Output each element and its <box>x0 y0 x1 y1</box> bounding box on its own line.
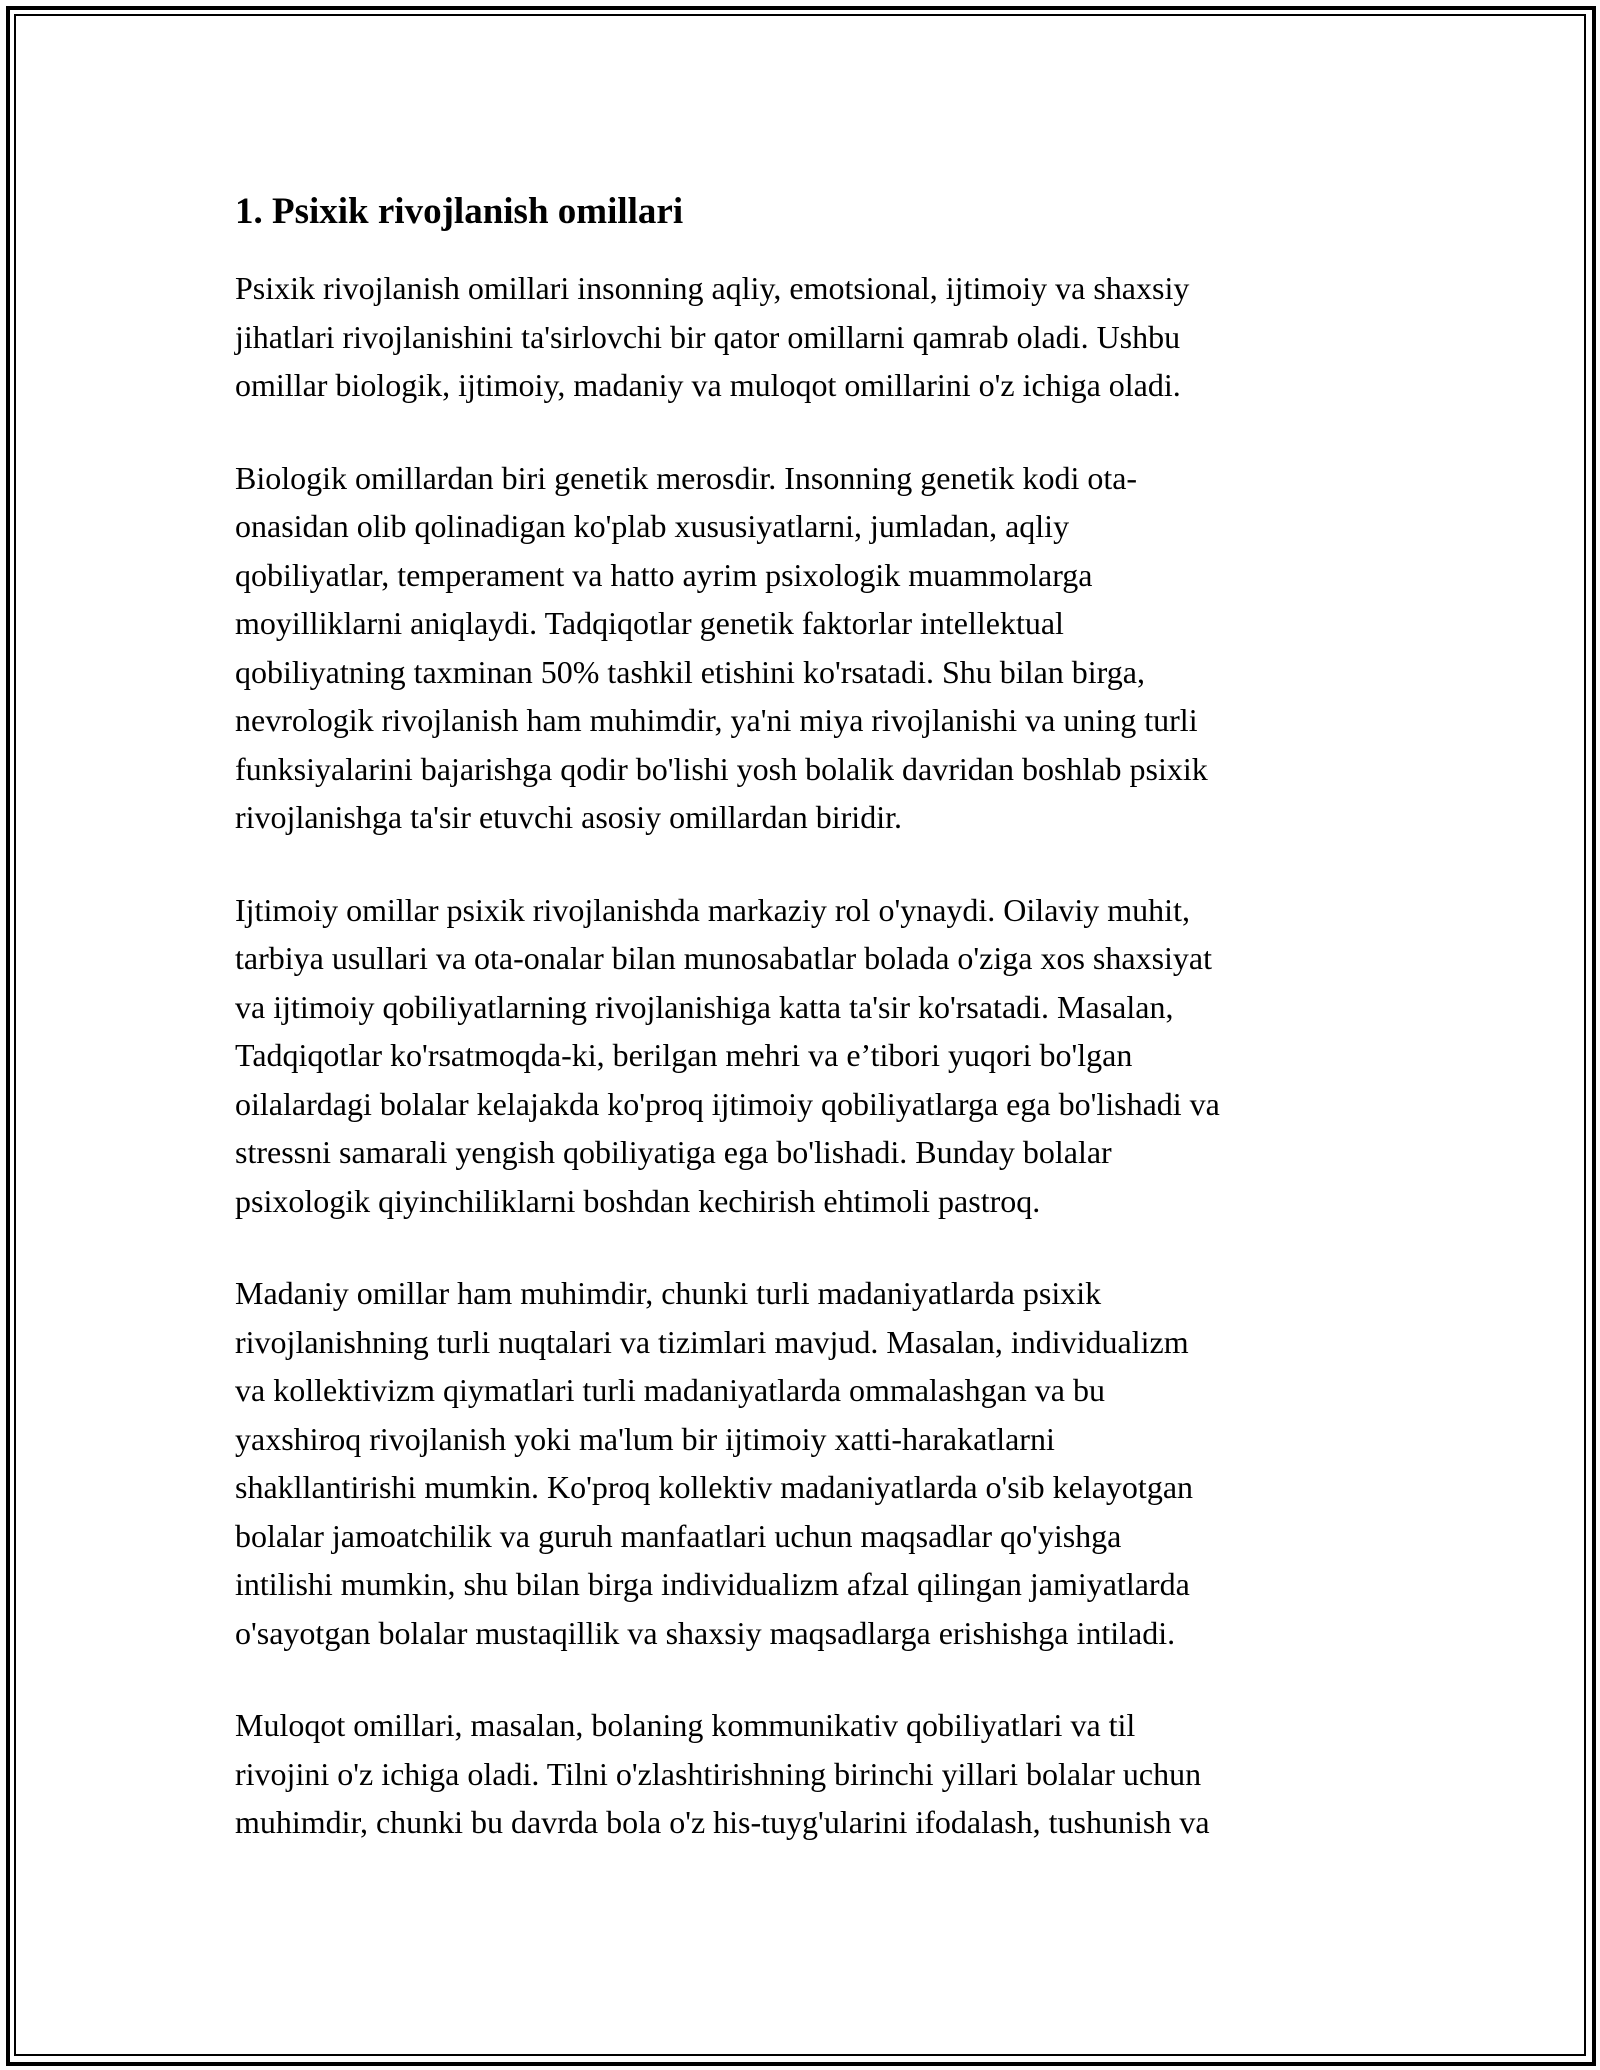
paragraph-cultural-factors: Madaniy omillar ham muhimdir, chunki turli madaniyatlarda psixik rivojlanishning turli nuqtalari va tizimlari mavjud. Masalan, individualizm va kollektivizm qiymatlari turli madaniyatlarda ommalashgan va bu yaxshiroq rivojlanish yoki ma'lum bir ijtimoiy xatti-harakatlarni shakllantirishi mumkin. Ko'proq kollektiv madaniyatlarda o'sib kelayotgan bolalar jamoatchilik va guruh manfaatlari uchun maqsadlar qo'yishga intilishi mumkin, shu bilan birga individualizm afzal qilingan jamiyatlarda o'sayotgan bolalar mustaqillik va shaxsiy maqsadlarga erishishga intiladi. <box>235 1275 1194 1651</box>
document-body <box>235 184 1370 1891</box>
paragraph-social-factors: Ijtimoiy omillar psixik rivojlanishda markaziy rol o'ynaydi. Oilaviy muhit, tarbiya usullari va ota-onalar bilan munosabatlar bolada o'ziga xos shaxsiyat va ijtimoiy qobiliyatlarning rivojlanishiga katta ta'sir ko'rsatadi. Masalan, Tadqiqotlar ko'rsatmoqda-ki, berilgan mehri va e’tibori yuqori bo'lgan oilalardagi bolalar kelajakda ko'proq ijtimoiy qobiliyatlarga ega bo'lishadi va stressni samarali yengish qobiliyatiga ega bo'lishadi. Bunday bolalar psixologik qiyinchiliklarni boshdan kechirish ehtimoli pastroq. <box>235 891 1220 1219</box>
paragraph-communication-factors: Muloqot omillari, masalan, bolaning kommunikativ qobiliyatlari va til rivojini o'z ichiga oladi. Tilni o'zlashtirishning birinchi yillari bolalar uchun muhimdir, chunki bu davrda bola o'z his-tuyg'ularini ifodalash, tushunish va <box>235 1707 1210 1840</box>
paragraph-biological-factors: Biologik omillardan biri genetik merosdir. Insonning genetik kodi ota- onasidan olib qolinadigan ko'plab xususiyatlarni, jumladan, aqliy qobiliyatlar, temperament va hatto ayrim psixologik muammolarga moyilliklarni aniqlaydi. Tadqiqotlar genetik faktorlar intellektual qobiliyatning taxminan 50% tashkil etishini ko'rsatadi. Shu bilan birga, nevrologik rivojlanish ham muhimdir, ya'ni miya rivojlanishi va uning turli funksiyalarini bajarishga qodir bo'lishi yosh bolalik davridan boshlab psixik rivojlanishga ta'sir etuvchi asosiy omillardan biridir. <box>235 459 1208 835</box>
section-heading: 1. Psixik rivojlanish omillari <box>235 191 684 232</box>
paragraph-intro: Psixik rivojlanish omillari insonning aqliy, emotsional, ijtimoiy va shaxsiy jihatlari rivojlanishini ta'sirlovchi bir qator omillarni qamrab oladi. Ushbu omillar biologik, ijtimoiy, madaniy va muloqot omillarini o'z ichiga oladi. <box>235 270 1190 403</box>
